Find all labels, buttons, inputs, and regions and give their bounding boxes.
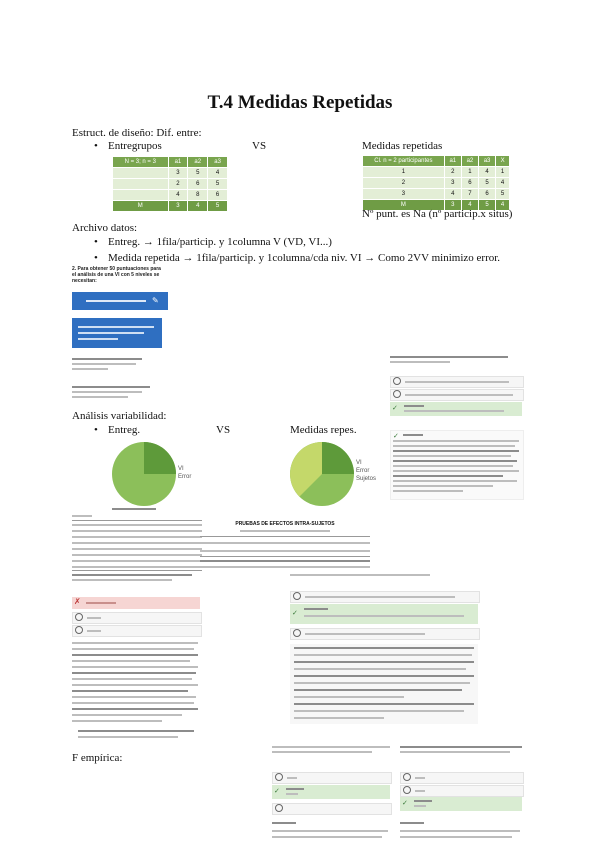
- table-header-cell: a2: [188, 157, 208, 168]
- check-icon: ✓: [392, 404, 398, 412]
- radio-icon: [275, 804, 283, 812]
- quiz-option-row[interactable]: [290, 628, 480, 640]
- pie-legend-vi: VI: [356, 460, 362, 466]
- quiz-option-correct[interactable]: [290, 604, 478, 624]
- table-cell: 2: [168, 179, 188, 190]
- table-row: [113, 168, 228, 179]
- quiz-explanation-right: [290, 644, 478, 724]
- table-cell: 4: [479, 167, 496, 178]
- quiz-question-title: 2. Para obtener 50 puntuaciones para el análisis de una VI con 5 niveles se necesitan:: [72, 266, 161, 284]
- table-row: [113, 190, 228, 201]
- pie-legend-vi: VI: [178, 466, 184, 472]
- radio-icon: [275, 773, 283, 781]
- pie-legend-error: Error: [178, 474, 192, 480]
- table-cell: 3: [444, 178, 461, 189]
- analisis-medidas-label: Medidas repes.: [290, 424, 357, 436]
- pie-legend-sujetos: Sujetos: [356, 476, 377, 482]
- table-header-cell: a3: [479, 156, 496, 167]
- table-header-row: [113, 157, 228, 168]
- radio-icon: [403, 786, 411, 794]
- table-cell: 5: [208, 201, 228, 212]
- quiz-option-correct[interactable]: [390, 402, 522, 416]
- check-icon: ✓: [274, 787, 280, 795]
- table-cell: 4: [496, 178, 510, 189]
- quiz-blue-answer: [72, 318, 162, 348]
- estructura-label: Estruct. de diseño: Dif. entre:: [72, 127, 202, 139]
- quiz-option-row[interactable]: [400, 772, 524, 784]
- table-cell: 5: [208, 179, 228, 190]
- quiz-option-row[interactable]: [72, 625, 202, 637]
- vs-label-2: VS: [216, 424, 231, 436]
- quiz-option-row[interactable]: [272, 772, 392, 784]
- table-row: [363, 189, 510, 200]
- bullet-entregrupos: • Entregrupos: [108, 140, 162, 152]
- table-row: [363, 178, 510, 189]
- radio-icon: [293, 592, 301, 600]
- cursor-icon: ✎: [152, 296, 159, 305]
- quiz-option-correct[interactable]: [400, 797, 522, 811]
- table-cell: 3: [444, 200, 461, 211]
- n-puntuaciones-note: Nº punt. es Na (nº particip.x situs): [362, 208, 513, 220]
- table-cell: 4: [496, 200, 510, 211]
- table-header-cell: a2: [461, 156, 478, 167]
- radio-icon: [75, 626, 83, 634]
- quiz-blue-option: [72, 292, 168, 310]
- table-header-cell: a3: [208, 157, 228, 168]
- table-cell: 1: [461, 167, 478, 178]
- analisis-bullet-entreg: • Entreg.: [108, 424, 140, 436]
- table-cell: 1: [496, 167, 510, 178]
- pie-slice-vi: [144, 442, 176, 474]
- check-icon: ✓: [393, 432, 399, 440]
- medidas-repetidas-label: Medidas repetidas: [362, 140, 443, 152]
- table-cell: 4: [444, 189, 461, 200]
- radio-icon: [75, 613, 83, 621]
- table-cell: [113, 190, 169, 201]
- table-header-cell: Cl. n = 2 participantes: [363, 156, 445, 167]
- cross-icon: ✗: [74, 597, 81, 606]
- table-header-cell: X: [496, 156, 510, 167]
- analisis-label: Análisis variabilidad:: [72, 410, 167, 422]
- table-cell: 2: [444, 167, 461, 178]
- table-cell: 5: [479, 178, 496, 189]
- quiz-option-row[interactable]: [272, 803, 392, 815]
- table-cell: 5: [479, 200, 496, 211]
- archivo-label: Archivo datos:: [72, 222, 138, 234]
- quiz-option-correct[interactable]: [272, 785, 390, 799]
- table-cell: 4: [208, 168, 228, 179]
- quiz-feedback-block: [390, 430, 524, 500]
- quiz-option-row[interactable]: [390, 389, 524, 401]
- radio-icon: [403, 773, 411, 781]
- f-empirica-label: F empírica:: [72, 752, 123, 764]
- pie-chart-entregrupos: [108, 440, 208, 510]
- quiz-option-row[interactable]: [390, 376, 524, 388]
- table-cell: 3: [168, 201, 188, 212]
- table-cell: 6: [208, 190, 228, 201]
- pie-chart-medidas-repetidas: [290, 440, 390, 510]
- spss-descriptives-table: [72, 508, 202, 578]
- quiz-explanation-left: [72, 640, 200, 744]
- quiz-option-row[interactable]: [290, 591, 480, 603]
- table-header-cell: N = 3; n = 3: [113, 157, 169, 168]
- table-medidas-repetidas: [362, 155, 510, 211]
- table-cell: [113, 179, 169, 190]
- archivo-bullet-entreg: • Entreg. → 1fila/particip. y 1columna V (VD, VI...): [108, 236, 332, 248]
- check-icon: ✓: [402, 799, 408, 807]
- page-title: T.4 Medidas Repetidas: [207, 92, 393, 113]
- quiz-option-row[interactable]: [72, 612, 202, 624]
- table-row: [113, 179, 228, 190]
- table-header-cell: a1: [444, 156, 461, 167]
- table-cell: 3: [363, 189, 445, 200]
- table-cell: 8: [188, 190, 208, 201]
- table-cell: 4: [168, 190, 188, 201]
- pie-slice-vi: [322, 442, 354, 474]
- table-header-row: [363, 156, 510, 167]
- radio-icon: [293, 629, 301, 637]
- anova-table: [200, 530, 370, 570]
- quiz-option-row[interactable]: [400, 785, 524, 797]
- table-sum-row: [113, 201, 228, 212]
- table-cell: 4: [188, 201, 208, 212]
- table-cell: M: [113, 201, 169, 212]
- table-cell: 6: [461, 178, 478, 189]
- table-cell: 6: [188, 179, 208, 190]
- table-cell: [113, 168, 169, 179]
- check-icon: ✓: [292, 609, 298, 617]
- table-cell: 7: [461, 189, 478, 200]
- table-cell: 3: [168, 168, 188, 179]
- table-cell: 5: [496, 189, 510, 200]
- table-cell: 5: [188, 168, 208, 179]
- table-cell: 4: [461, 200, 478, 211]
- table-cell: 1: [363, 167, 445, 178]
- archivo-bullet-medida: • Medida repetida → 1fila/particip. y 1columna/cda niv. VI → Como 2VV minimizo error.: [108, 252, 500, 264]
- radio-icon: [393, 377, 401, 385]
- pie-legend-error: Error: [356, 468, 370, 474]
- table-cell: 2: [363, 178, 445, 189]
- vs-label-1: VS: [252, 140, 267, 152]
- table-cell: M: [363, 200, 445, 211]
- anova-title: PRUEBAS DE EFECTOS INTRA-SUJETOS: [235, 521, 335, 527]
- table-row: [363, 167, 510, 178]
- table-cell: 6: [479, 189, 496, 200]
- quiz-option-wrong[interactable]: [72, 597, 200, 609]
- radio-icon: [393, 390, 401, 398]
- table-entregrupos: [112, 156, 228, 212]
- table-header-cell: a1: [168, 157, 188, 168]
